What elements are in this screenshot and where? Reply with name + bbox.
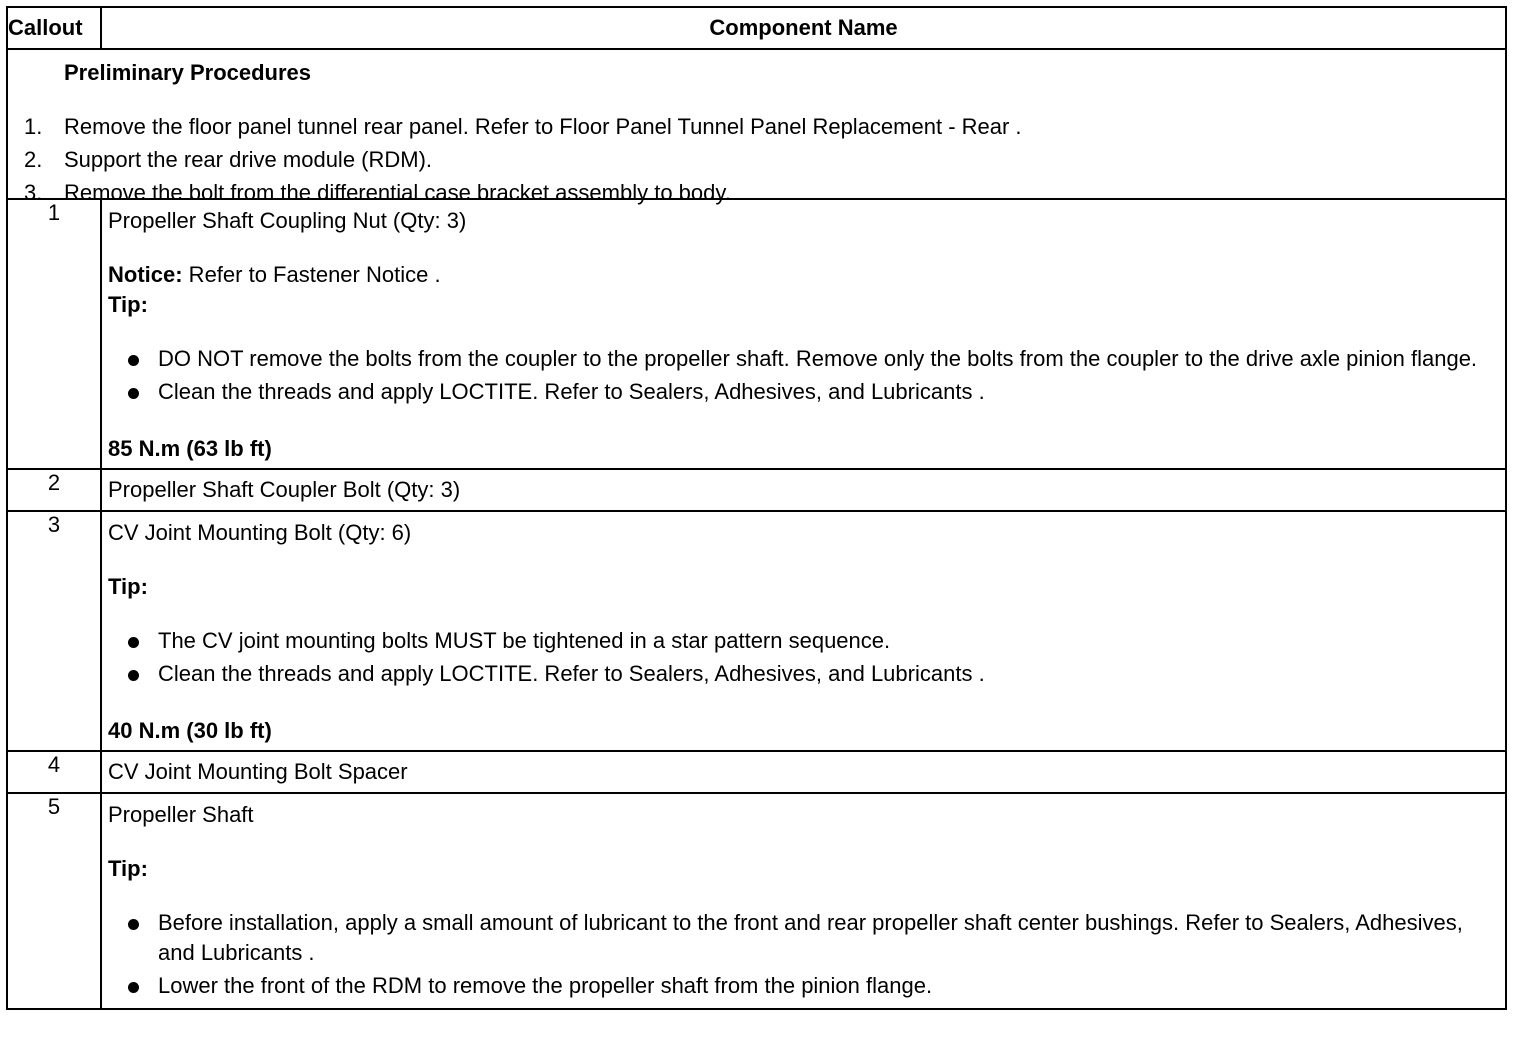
- tip-list: [108, 626, 1497, 689]
- tip-list: [108, 908, 1497, 1001]
- header-row: [7, 7, 1506, 49]
- procedure-table: [6, 6, 1507, 1010]
- tip-item: Clean the threads and apply LOCTITE. Refer to Sealers, Adhesives, and Lubricants .: [124, 377, 1497, 407]
- component-cell: [101, 469, 1506, 511]
- callout-cell: 3: [7, 511, 101, 751]
- preliminary-cell: [7, 49, 1506, 205]
- tip-item: DO NOT remove the bolts from the coupler to the propeller shaft. Remove only the bolts from the coupler to the drive axle pinion flange.: [124, 344, 1497, 374]
- tip-label: Tip:: [108, 856, 148, 881]
- step-text: Remove the floor panel tunnel rear panel. Refer to Floor Panel Tunnel Panel Replacement - Rear .: [64, 114, 1022, 139]
- callout-header: Callout: [7, 7, 101, 49]
- step-number: 3.: [24, 180, 43, 205]
- preliminary-steps: [24, 110, 1505, 209]
- table-row: [7, 199, 1506, 469]
- preliminary-title: Preliminary Procedures: [64, 60, 312, 85]
- notice-text: Refer to Fastener Notice .: [182, 262, 441, 287]
- component-name-header: Component Name: [101, 7, 1506, 49]
- tip-item: Before installation, apply a small amount of lubricant to the front and rear propeller shaft center bushings. Refer to Sealers, Adhesives, and Lubricants .: [124, 908, 1497, 968]
- step-number: 1.: [24, 114, 43, 139]
- preliminary-row: [7, 49, 1506, 199]
- component-cell: [101, 511, 1506, 751]
- component-name: CV Joint Mounting Bolt Spacer: [108, 759, 408, 784]
- tip-item: Clean the threads and apply LOCTITE. Refer to Sealers, Adhesives, and Lubricants .: [124, 659, 1497, 689]
- tip-label: Tip:: [108, 574, 148, 599]
- step-text: Remove the bolt from the differential case bracket assembly to body.: [64, 180, 731, 205]
- tip-item: The CV joint mounting bolts MUST be tightened in a star pattern sequence.: [124, 626, 1497, 656]
- callout-cell: 4: [7, 751, 101, 793]
- step-number: 2.: [24, 147, 43, 172]
- table-row: [7, 511, 1506, 751]
- table-row: [7, 793, 1506, 1009]
- component-name: Propeller Shaft Coupling Nut (Qty: 3): [108, 208, 467, 233]
- preliminary-step: [24, 110, 1505, 143]
- torque-spec: 85 N.m (63 lb ft): [108, 436, 272, 461]
- tip-item: Lower the front of the RDM to remove the propeller shaft from the pinion flange.: [124, 971, 1497, 1001]
- table-row: [7, 751, 1506, 793]
- notice-label: Notice:: [108, 262, 183, 287]
- component-name: CV Joint Mounting Bolt (Qty: 6): [108, 520, 412, 545]
- step-text: Support the rear drive module (RDM).: [64, 147, 433, 172]
- component-cell: [101, 199, 1506, 469]
- callout-cell: 5: [7, 793, 101, 1009]
- notice: [108, 260, 1497, 290]
- table-row: [7, 469, 1506, 511]
- tip-list: [108, 344, 1497, 407]
- tip-label: Tip:: [108, 292, 148, 317]
- component-cell: [101, 751, 1506, 793]
- component-name: Propeller Shaft Coupler Bolt (Qty: 3): [108, 477, 461, 502]
- component-cell: [101, 793, 1506, 1009]
- callout-cell: 2: [7, 469, 101, 511]
- torque-spec: 40 N.m (30 lb ft): [108, 718, 272, 743]
- component-name: Propeller Shaft: [108, 802, 254, 827]
- callout-cell: 1: [7, 199, 101, 469]
- preliminary-step: [24, 143, 1505, 176]
